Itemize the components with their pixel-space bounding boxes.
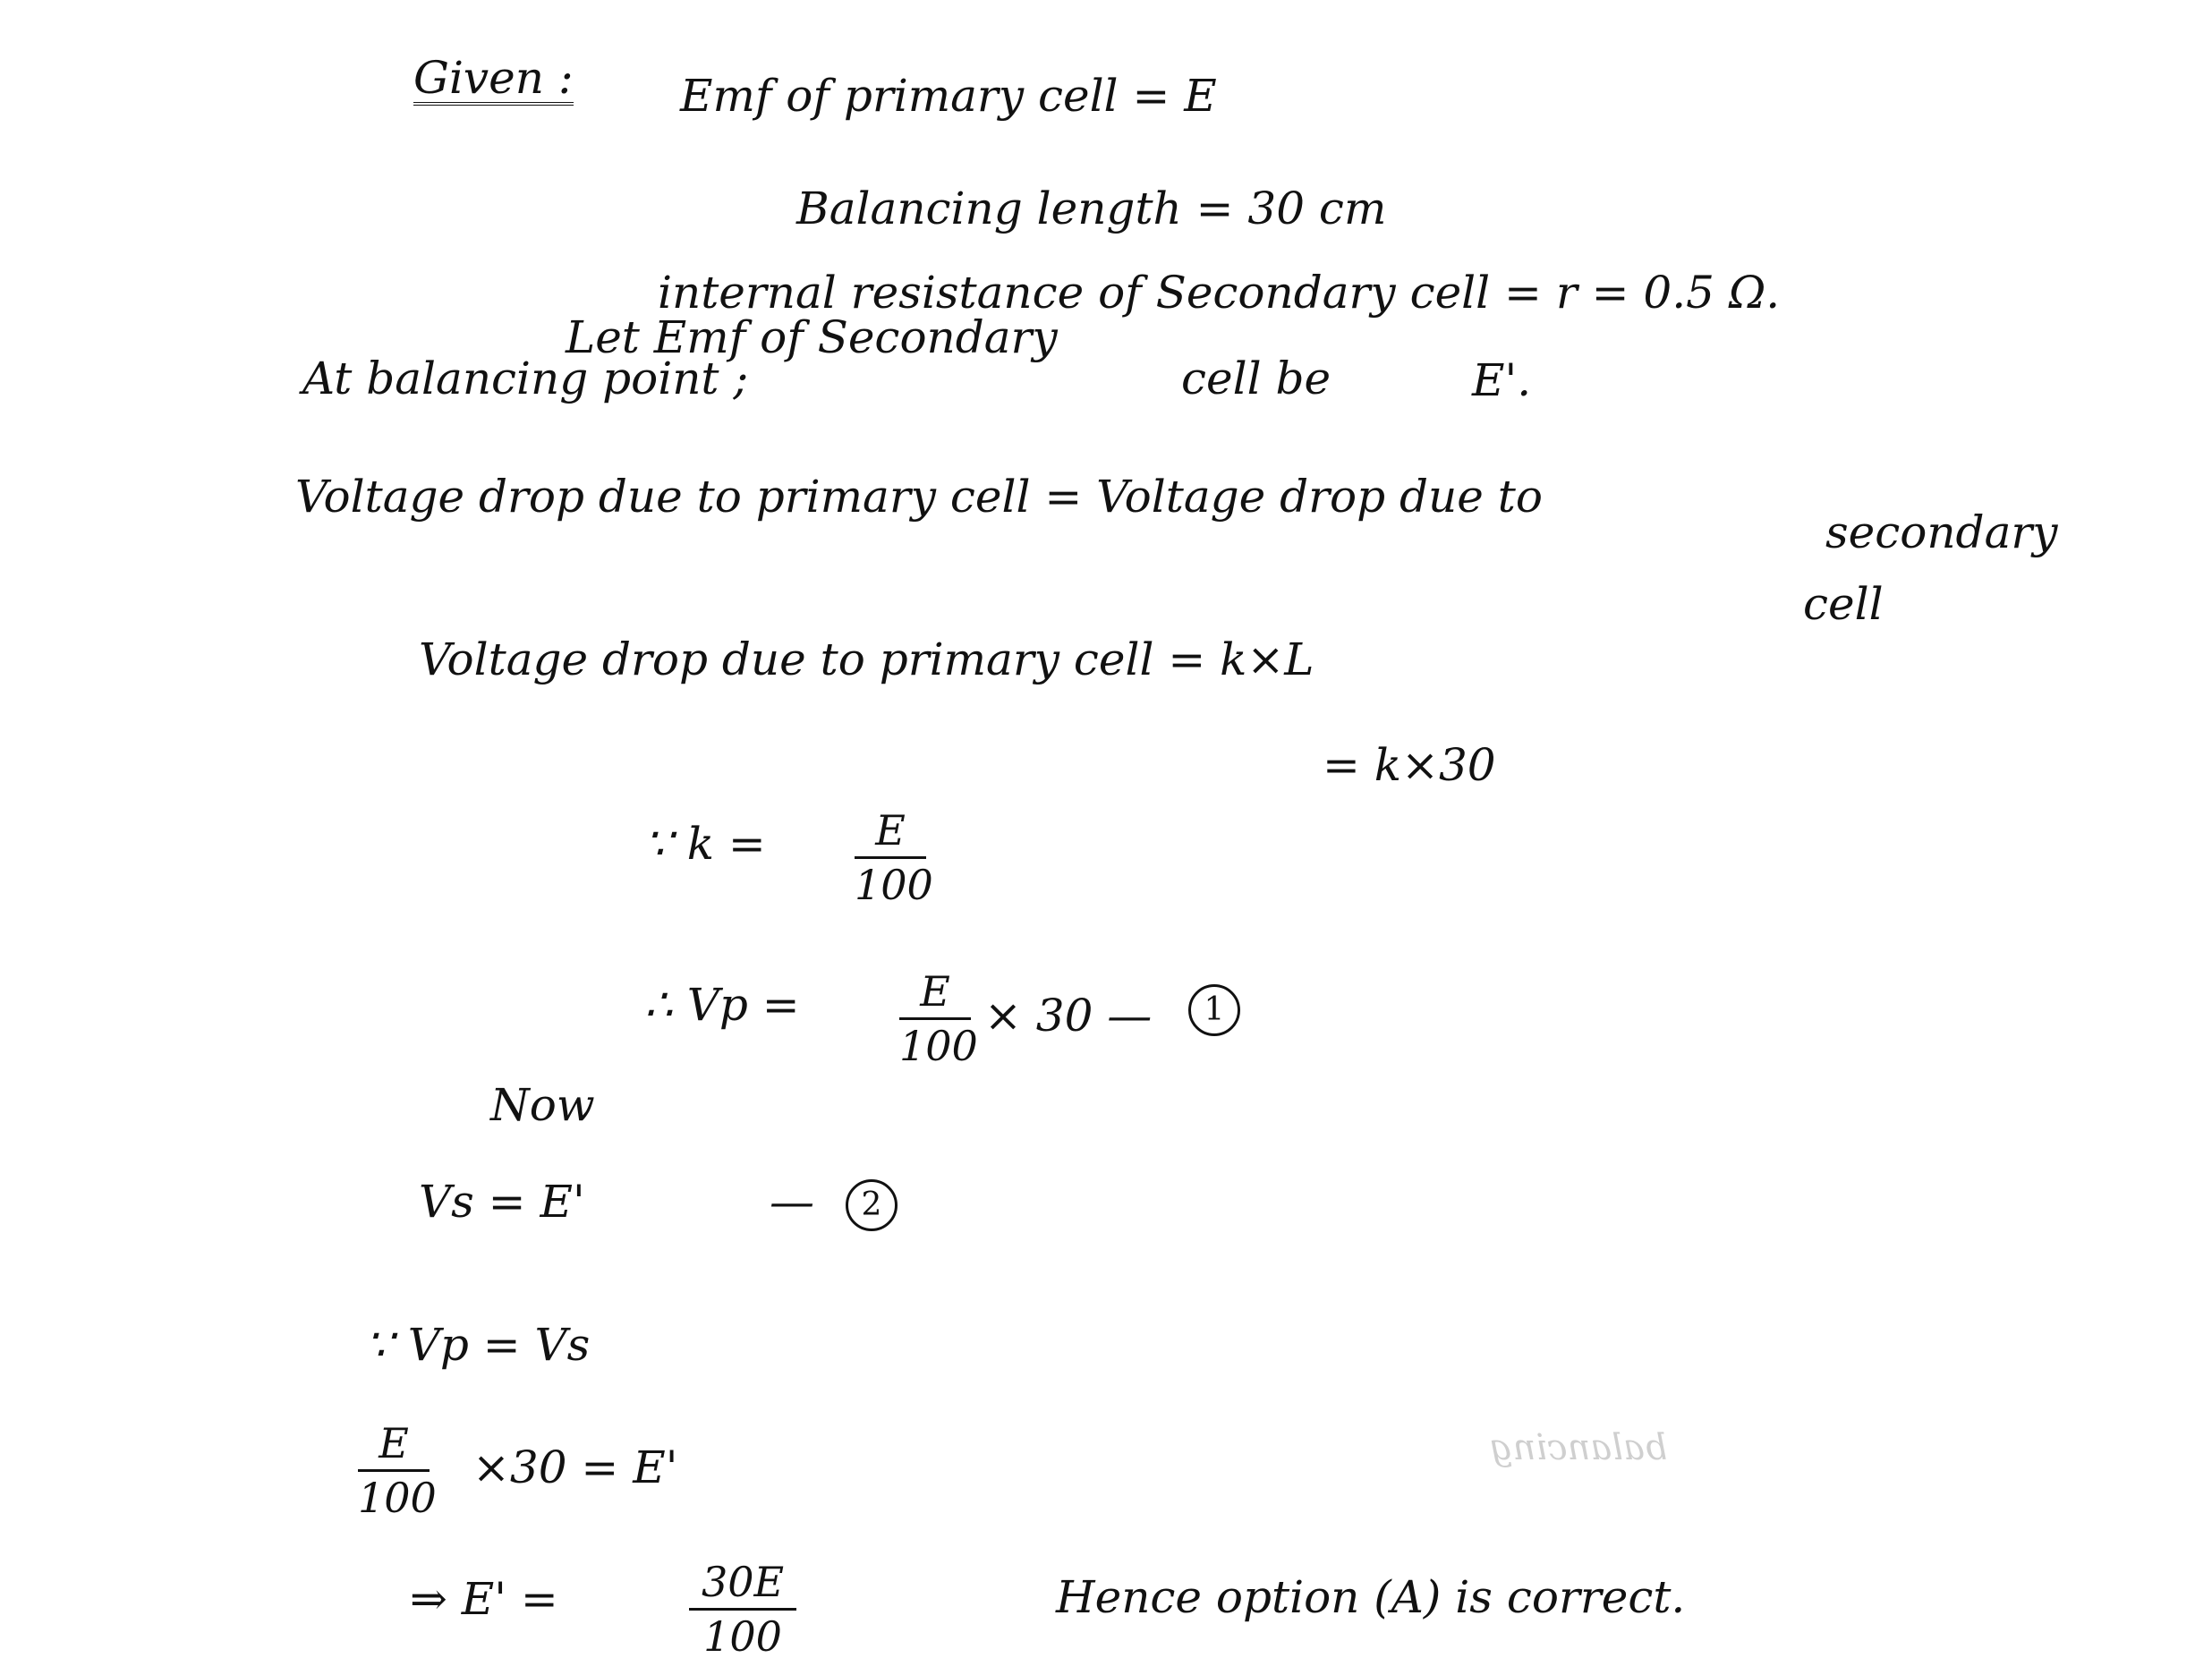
vp-fraction-denominator: 100 — [899, 1017, 971, 1067]
substitution-denominator: 100 — [358, 1469, 430, 1518]
let-emf-secondary: Let Emf of Secondary — [566, 311, 1058, 363]
conclusion-text: Hence option (A) is correct. — [1056, 1571, 1686, 1623]
vp-definition: ∴ Vp = — [644, 979, 800, 1031]
voltage-equality-line: Voltage drop due to primary cell = Voltage drop due to — [295, 471, 1543, 523]
voltage-equality-cell: cell — [1803, 578, 1884, 630]
k-fraction-numerator: E — [875, 806, 906, 855]
result-denominator: 100 — [689, 1608, 796, 1657]
k-fraction — [855, 806, 933, 909]
vp-fraction — [899, 967, 978, 1070]
now-label: Now — [490, 1079, 595, 1131]
at-balancing-point: At balancing point ; — [302, 353, 749, 404]
vs-line: Vs = E' — [419, 1176, 585, 1228]
k-fraction-denominator: 100 — [855, 856, 926, 906]
given-internal-resistance: internal resistance of Secondary cell = r = 0.5 Ω. — [658, 267, 1781, 319]
result-numerator: 30E — [701, 1558, 785, 1606]
voltage-equality-secondary: secondary — [1825, 506, 2058, 558]
substitution-rhs: ×30 = E' — [472, 1441, 678, 1493]
bleed-through-text: balancing — [1490, 1427, 1668, 1468]
vp-kx30-line: = k×30 — [1323, 739, 1496, 791]
given-balancing-length: Balancing length = 30 cm — [796, 183, 1387, 234]
k-definition: ∵ k = — [644, 818, 766, 870]
given-label: Given : — [413, 52, 574, 104]
equation-1-marker: 1 — [1188, 984, 1240, 1036]
given-emf-primary: Emf of primary cell = E — [680, 70, 1217, 122]
equation-2-marker: 2 — [846, 1179, 898, 1231]
substitution-fraction — [358, 1419, 437, 1522]
substitution-numerator: E — [379, 1419, 409, 1467]
vp-times-30: × 30 — — [984, 990, 1153, 1042]
e-prime-symbol: E'. — [1472, 354, 1532, 406]
vp-equals-vs: ∵ Vp = Vs — [365, 1319, 591, 1371]
result-fraction — [689, 1558, 796, 1661]
vs-dash: — — [770, 1176, 814, 1228]
vp-kxl-line: Voltage drop due to primary cell = k×L — [419, 633, 1314, 685]
result-lhs: ⇒ E' = — [410, 1573, 558, 1625]
cell-be-text: cell be — [1181, 353, 1331, 404]
vp-fraction-numerator: E — [920, 967, 950, 1016]
